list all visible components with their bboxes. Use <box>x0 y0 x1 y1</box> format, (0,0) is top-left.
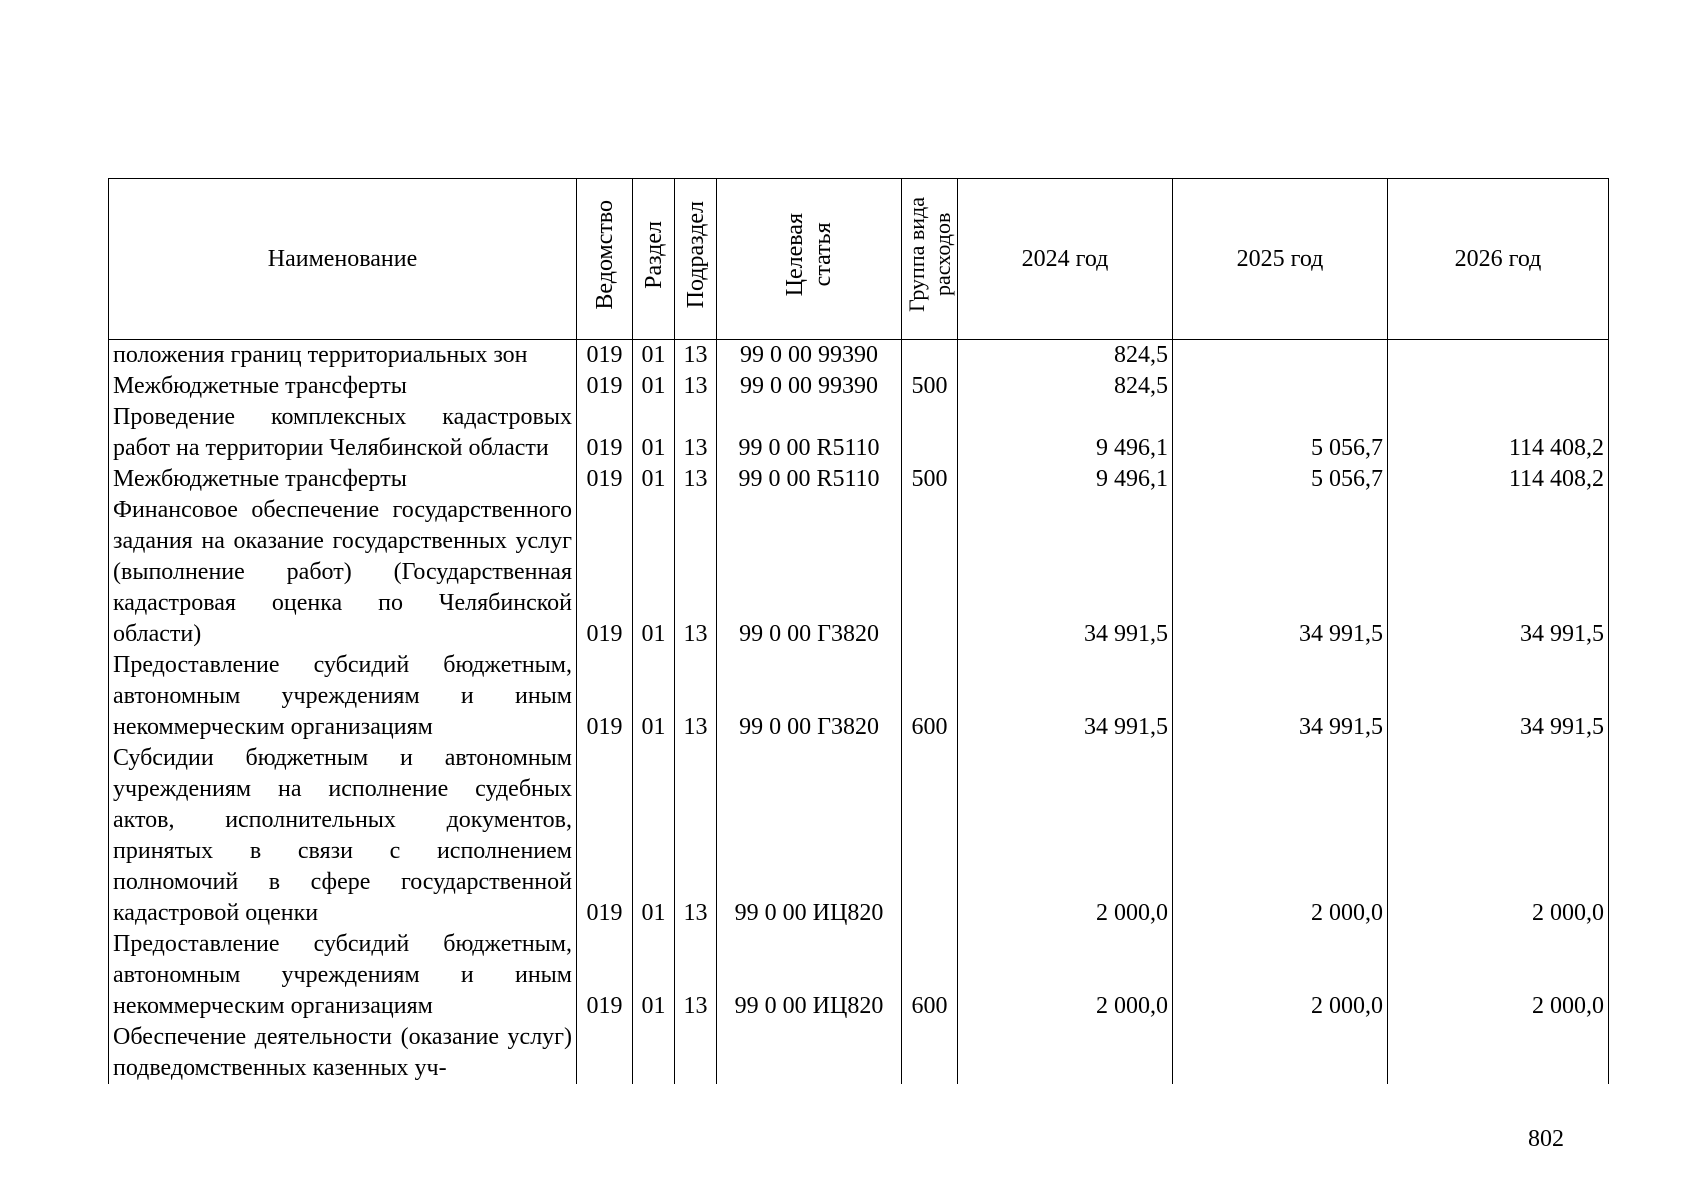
cell-year-2024: 2 000,0 <box>958 929 1173 1022</box>
cell-celevaya-statya: 99 0 00 ИЦ820 <box>717 929 902 1022</box>
cell-celevaya-statya: 99 0 00 ИЦ820 <box>717 743 902 929</box>
cell-gruppa-vida-rashodov <box>902 340 958 372</box>
cell-razdel: 01 <box>633 340 675 372</box>
cell-year-2024: 824,5 <box>958 340 1173 372</box>
table-row <box>109 495 1609 650</box>
table-row <box>109 464 1609 495</box>
header-podrazdel: Подраздел <box>675 179 717 340</box>
cell-year-2024: 9 496,1 <box>958 402 1173 464</box>
cell-year-2025: 2 000,0 <box>1173 929 1388 1022</box>
cell-year-2024: 2 000,0 <box>958 743 1173 929</box>
cell-gruppa-vida-rashodov <box>902 743 958 929</box>
cell-gruppa-vida-rashodov: 500 <box>902 371 958 402</box>
cell-year-2026 <box>1388 1022 1609 1084</box>
cell-year-2025 <box>1173 1022 1388 1084</box>
cell-celevaya-statya <box>717 1022 902 1084</box>
header-gruppa-vida-rashodov: Группа вида расходов <box>902 179 958 340</box>
cell-name: Субсидии бюджетным и автономным учреждениям на исполнение судебных актов, исполнительных документов, принятых в связи с исполнением полномочий в сфере государственной кадастровой оценки <box>109 743 577 929</box>
cell-year-2025: 34 991,5 <box>1173 495 1388 650</box>
cell-vedomstvo: 019 <box>577 650 633 743</box>
cell-vedomstvo: 019 <box>577 464 633 495</box>
table-row <box>109 402 1609 464</box>
header-year-2025: 2025 год <box>1173 179 1388 340</box>
cell-razdel <box>633 1022 675 1084</box>
cell-podrazdel: 13 <box>675 743 717 929</box>
cell-celevaya-statya: 99 0 00 99390 <box>717 371 902 402</box>
cell-vedomstvo: 019 <box>577 402 633 464</box>
cell-podrazdel: 13 <box>675 402 717 464</box>
cell-celevaya-statya: 99 0 00 R5110 <box>717 464 902 495</box>
cell-name: Предоставление субсидий бюджетным, автономным учреждениям и иным некоммерческим организациям <box>109 650 577 743</box>
cell-podrazdel: 13 <box>675 929 717 1022</box>
header-celevaya-statya: Целевая статья <box>717 179 902 340</box>
cell-year-2025: 5 056,7 <box>1173 464 1388 495</box>
header-year-2024: 2024 год <box>958 179 1173 340</box>
cell-year-2024: 34 991,5 <box>958 495 1173 650</box>
cell-vedomstvo: 019 <box>577 495 633 650</box>
page-number: 802 <box>1528 1126 1564 1152</box>
table-row <box>109 340 1609 372</box>
cell-celevaya-statya: 99 0 00 Г3820 <box>717 650 902 743</box>
cell-podrazdel: 13 <box>675 464 717 495</box>
cell-name: Проведение комплексных кадастровых работ на территории Челябинской области <box>109 402 577 464</box>
cell-celevaya-statya: 99 0 00 Г3820 <box>717 495 902 650</box>
cell-razdel: 01 <box>633 402 675 464</box>
budget-table <box>108 178 1609 1084</box>
table-row <box>109 743 1609 929</box>
header-vedomstvo: Ведомство <box>577 179 633 340</box>
cell-year-2026: 114 408,2 <box>1388 402 1609 464</box>
table-row <box>109 929 1609 1022</box>
cell-name: Обеспечение деятельности (оказание услуг) подведомственных казенных уч- <box>109 1022 577 1084</box>
header-razdel: Раздел <box>633 179 675 340</box>
cell-gruppa-vida-rashodov: 600 <box>902 929 958 1022</box>
cell-razdel: 01 <box>633 743 675 929</box>
cell-vedomstvo <box>577 1022 633 1084</box>
table-header-row <box>109 179 1609 340</box>
cell-name: Предоставление субсидий бюджетным, автономным учреждениям и иным некоммерческим организациям <box>109 929 577 1022</box>
cell-name: Финансовое обеспечение государственного задания на оказание государственных услуг (выполнение работ) (Государственная кадастровая оценка по Челябинской области) <box>109 495 577 650</box>
cell-celevaya-statya: 99 0 00 R5110 <box>717 402 902 464</box>
cell-podrazdel: 13 <box>675 650 717 743</box>
cell-razdel: 01 <box>633 495 675 650</box>
cell-name: положения границ территориальных зон <box>109 340 577 372</box>
cell-podrazdel: 13 <box>675 495 717 650</box>
cell-razdel: 01 <box>633 929 675 1022</box>
cell-year-2026: 34 991,5 <box>1388 650 1609 743</box>
cell-year-2026 <box>1388 340 1609 372</box>
cell-name: Межбюджетные трансферты <box>109 464 577 495</box>
cell-year-2026: 34 991,5 <box>1388 495 1609 650</box>
header-name: Наименование <box>109 179 577 340</box>
table-row <box>109 650 1609 743</box>
cell-gruppa-vida-rashodov <box>902 1022 958 1084</box>
cell-year-2026: 2 000,0 <box>1388 743 1609 929</box>
cell-year-2026: 114 408,2 <box>1388 464 1609 495</box>
cell-year-2024: 9 496,1 <box>958 464 1173 495</box>
table-row <box>109 371 1609 402</box>
cell-gruppa-vida-rashodov <box>902 402 958 464</box>
cell-podrazdel: 13 <box>675 340 717 372</box>
cell-podrazdel: 13 <box>675 371 717 402</box>
cell-year-2025 <box>1173 371 1388 402</box>
cell-vedomstvo: 019 <box>577 371 633 402</box>
cell-year-2024: 824,5 <box>958 371 1173 402</box>
cell-year-2025: 2 000,0 <box>1173 743 1388 929</box>
cell-year-2026 <box>1388 371 1609 402</box>
cell-year-2025: 34 991,5 <box>1173 650 1388 743</box>
cell-vedomstvo: 019 <box>577 743 633 929</box>
cell-razdel: 01 <box>633 650 675 743</box>
cell-year-2024: 34 991,5 <box>958 650 1173 743</box>
header-year-2026: 2026 год <box>1388 179 1609 340</box>
cell-vedomstvo: 019 <box>577 340 633 372</box>
table-row <box>109 1022 1609 1084</box>
cell-year-2025: 5 056,7 <box>1173 402 1388 464</box>
cell-podrazdel <box>675 1022 717 1084</box>
cell-gruppa-vida-rashodov <box>902 495 958 650</box>
cell-year-2025 <box>1173 340 1388 372</box>
cell-vedomstvo: 019 <box>577 929 633 1022</box>
cell-razdel: 01 <box>633 464 675 495</box>
cell-celevaya-statya: 99 0 00 99390 <box>717 340 902 372</box>
cell-gruppa-vida-rashodov: 600 <box>902 650 958 743</box>
cell-razdel: 01 <box>633 371 675 402</box>
cell-year-2026: 2 000,0 <box>1388 929 1609 1022</box>
cell-gruppa-vida-rashodov: 500 <box>902 464 958 495</box>
cell-name: Межбюджетные трансферты <box>109 371 577 402</box>
cell-year-2024 <box>958 1022 1173 1084</box>
